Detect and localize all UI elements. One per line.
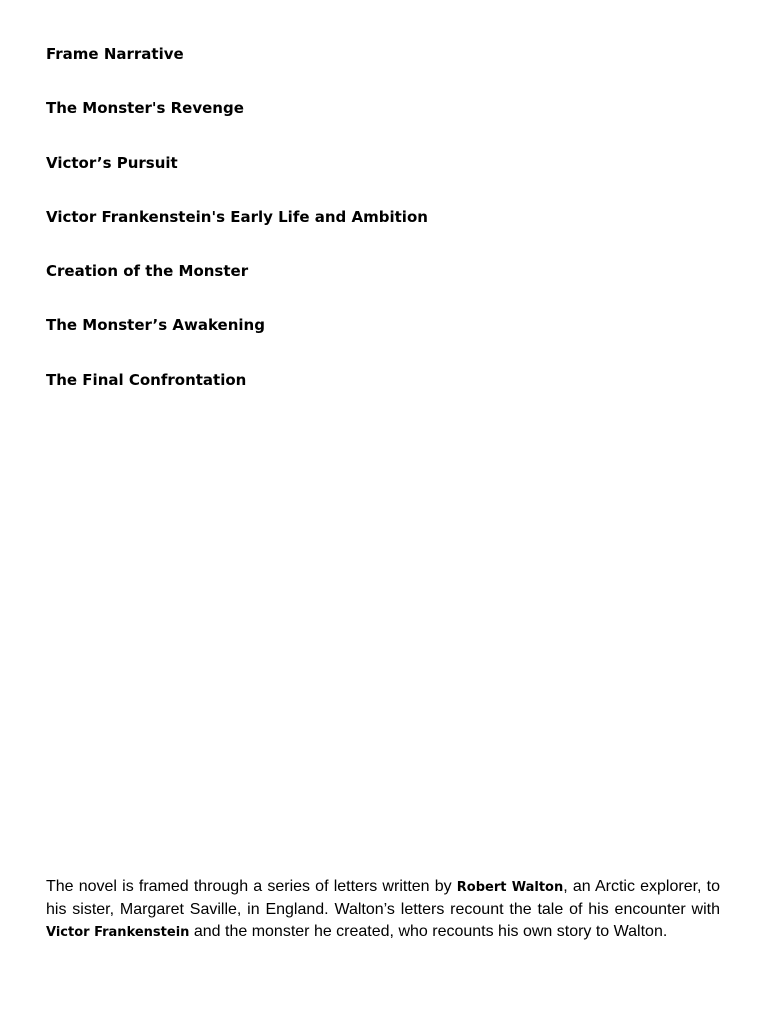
paragraph-text: , an Arctic explorer, to his sister, Margaret Saville, in England. Walton’s letters recount the tale of his encounter with	[46, 878, 720, 918]
section-heading: Victor Frankenstein's Early Life and Ambition	[46, 207, 428, 226]
paragraph-text: and the monster he created, who recounts his own story to Walton.	[189, 923, 668, 940]
section-heading: Victor’s Pursuit	[46, 153, 178, 172]
character-name-robert-walton: Robert Walton	[456, 880, 564, 895]
section-heading: The Monster’s Awakening	[46, 316, 265, 335]
paragraph-text: The novel is framed through a series of letters written by	[46, 878, 457, 895]
character-name-victor-frankenstein: Victor Frankenstein	[46, 925, 190, 940]
section-heading-list	[46, 44, 726, 424]
section-heading: Frame Narrative	[46, 45, 184, 63]
section-heading: The Monster's Revenge	[46, 99, 244, 118]
section-heading: Creation of the Monster	[46, 262, 249, 281]
section-heading: The Final Confrontation	[46, 370, 247, 389]
body-paragraph	[46, 876, 720, 944]
